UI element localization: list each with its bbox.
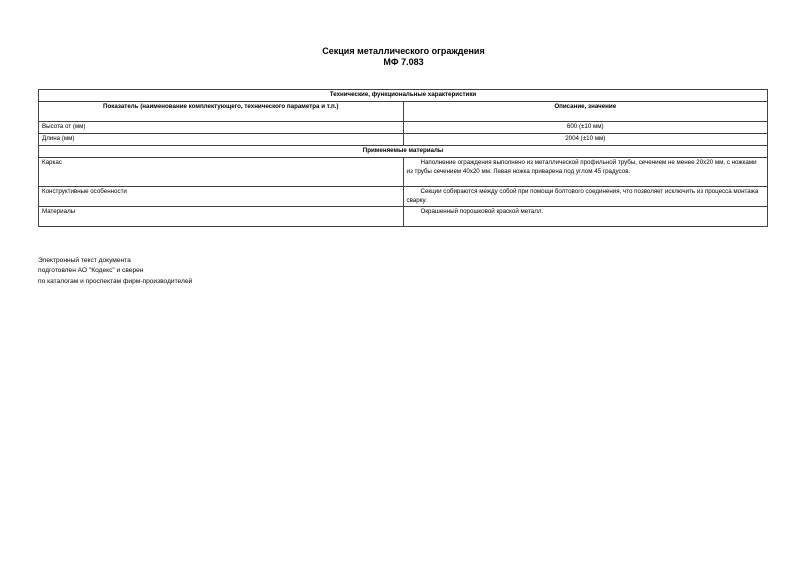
- document-title: Секция металлического ограждения: [322, 46, 485, 56]
- footer-note: [38, 256, 192, 287]
- specification-table: [38, 89, 768, 227]
- row-value-materials: Окрашенный порошковой краской металл.: [403, 207, 768, 227]
- section-header-row: [39, 146, 768, 158]
- document-code: МФ 7.083: [383, 57, 424, 67]
- table-row: [39, 134, 768, 146]
- table-row: [39, 122, 768, 134]
- row-value-frame: Наполнение ограждения выполнено из металлической профильной трубы, сечением не менее 20х20 мм, с ножками из трубы сечением 40х20 мм. Левая ножка приварена под углом 45 градусов.: [403, 158, 768, 187]
- table-row: [39, 187, 768, 207]
- section-header-row: [39, 90, 768, 102]
- section-header-materials: Применяемые материалы: [39, 146, 768, 158]
- column-header-description: Описание, значение: [403, 102, 768, 122]
- row-value-length: 2004 (±10 мм): [403, 134, 768, 146]
- row-label-height: Высота от (мм): [39, 122, 404, 134]
- row-value-design-features: Секции собираются между собой при помощи болтового соединения, что позволяет исключить из процесса монтажа сварку.: [403, 187, 768, 207]
- footer-line: Электронный текст документа: [38, 257, 131, 264]
- footer-line: по каталогам и проспектам фирм-производителей: [38, 277, 193, 285]
- row-label-length: Длина (мм): [39, 134, 404, 146]
- column-header-row: [39, 102, 768, 122]
- footer-line: подготовлен АО "Кодекс" и сверен: [38, 267, 144, 275]
- table-row: [39, 158, 768, 187]
- section-header-technical: Технические, функциональные характеристики: [39, 90, 768, 102]
- row-label-materials: Материалы: [39, 207, 404, 227]
- row-value-height: 600 (±10 мм): [403, 122, 768, 134]
- column-header-indicator: Показатель (наименование комплектующего, технического параметра и т.п.): [39, 102, 404, 122]
- document-title-block: [0, 46, 807, 68]
- table-row: [39, 207, 768, 227]
- row-label-design-features: Конструктивные особенности: [39, 187, 404, 207]
- row-label-frame: Каркас: [39, 158, 404, 187]
